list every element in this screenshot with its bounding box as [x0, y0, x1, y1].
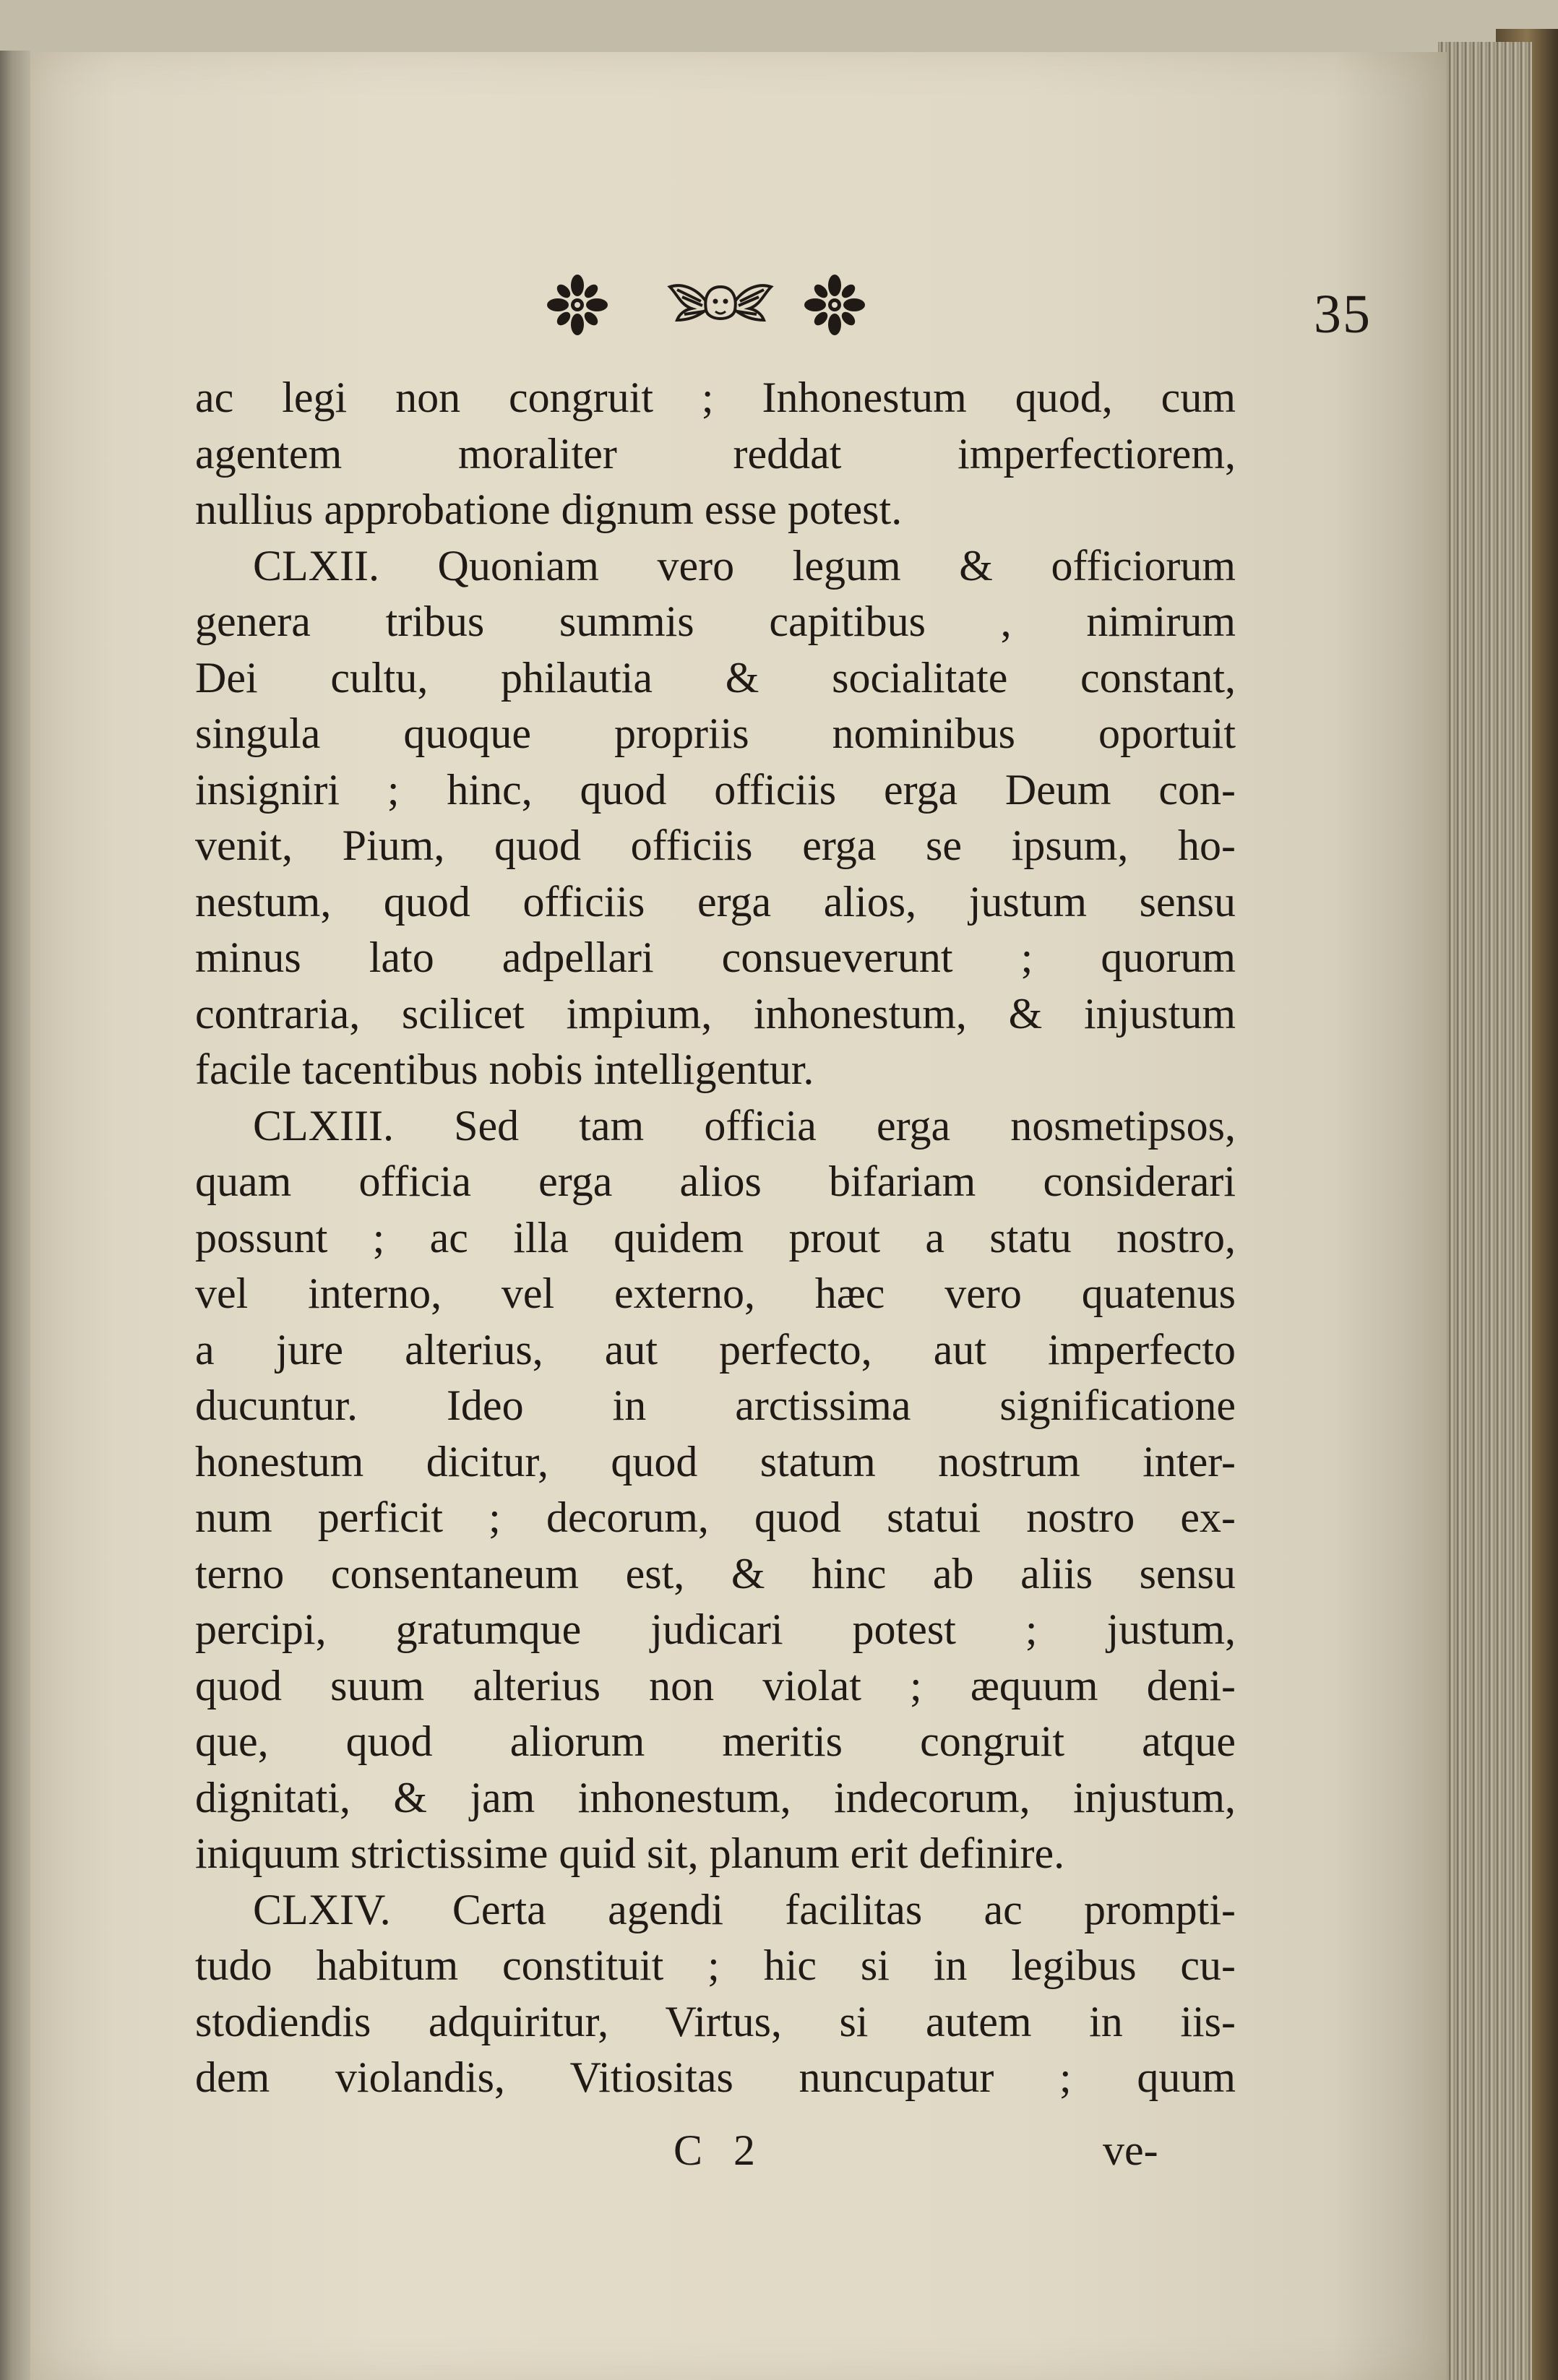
facing-page-edge [0, 51, 30, 2380]
page-number: 35 [1314, 284, 1372, 345]
book-page [30, 52, 1447, 2380]
text-line: contraria, scilicet impium, inhonestum, & injustum [195, 989, 1236, 1038]
text-line: que, quod aliorum meritis congruit atque [195, 1717, 1236, 1765]
winged-head-ornament-icon [666, 272, 775, 337]
text-line: honestum dicitur, quod statum nostrum inter- [195, 1437, 1236, 1486]
flower-ornament-icon [545, 272, 610, 337]
text-line: dignitati, & jam inhonestum, indecorum, injustum, [195, 1773, 1236, 1821]
text-line: ducuntur. Ideo in arctissima significatione [195, 1381, 1236, 1429]
flower-ornament-icon [802, 272, 867, 337]
text-line: nullius approbatione dignum esse potest. [195, 486, 903, 533]
text-line: quam officia erga alios bifariam considerari [195, 1157, 1236, 1205]
text-line: quod suum alterius non violat ; æquum deni- [195, 1661, 1236, 1709]
text-line: dem violandis, Vitiositas nuncupatur ; quum [195, 2053, 1236, 2101]
page-stack-edge [1438, 42, 1532, 2380]
text-line: agentem moraliter reddat imperfectiorem, [195, 429, 1236, 478]
page-header [30, 272, 1447, 352]
text-line: CLXIII. Sed tam officia erga nosmetipsos, [253, 1101, 1236, 1150]
page-footer [30, 2126, 1447, 2183]
text-line: a jure alterius, aut perfecto, aut imperfecto [195, 1325, 1236, 1374]
catchword: ve- [1103, 2126, 1158, 2174]
text-line: iniquum strictissime quid sit, planum erit definire. [195, 1829, 1065, 1877]
text-line: CLXIV. Certa agendi facilitas ac prompti- [253, 1885, 1236, 1933]
text-line: facile tacentibus nobis intelligentur. [195, 1045, 814, 1093]
body-text [195, 370, 1236, 2106]
text-line: Dei cultu, philautia & socialitate constant, [195, 653, 1236, 702]
text-line: tudo habitum constituit ; hic si in legibus cu- [195, 1941, 1236, 1989]
text-line: nestum, quod officiis erga alios, justum sensu [195, 877, 1236, 926]
text-line: num perficit ; decorum, quod statui nostro ex- [195, 1493, 1236, 1541]
text-line: vel interno, vel externo, hæc vero quatenus [195, 1269, 1236, 1317]
text-line: percipi, gratumque judicari potest ; justum, [195, 1605, 1236, 1653]
text-line: ac legi non congruit ; Inhonestum quod, cum [195, 374, 1236, 421]
text-line: stodiendis adquiritur, Virtus, si autem in iis- [195, 1997, 1236, 2045]
text-line: insigniri ; hinc, quod officiis erga Deum con- [195, 765, 1236, 814]
text-line: genera tribus summis capitibus , nimirum [195, 598, 1236, 645]
text-line: terno consentaneum est, & hinc ab aliis sensu [195, 1549, 1236, 1598]
text-line: possunt ; ac illa quidem prout a statu nostro, [195, 1213, 1236, 1262]
text-line: singula quoque propriis nominibus oportuit [195, 710, 1236, 757]
text-line: CLXII. Quoniam vero legum & officiorum [253, 541, 1236, 590]
signature-mark: C 2 [673, 2126, 766, 2174]
text-line: minus lato adpellari consueverunt ; quorum [195, 934, 1236, 981]
text-line: venit, Pium, quod officiis erga se ipsum, ho- [195, 822, 1236, 869]
